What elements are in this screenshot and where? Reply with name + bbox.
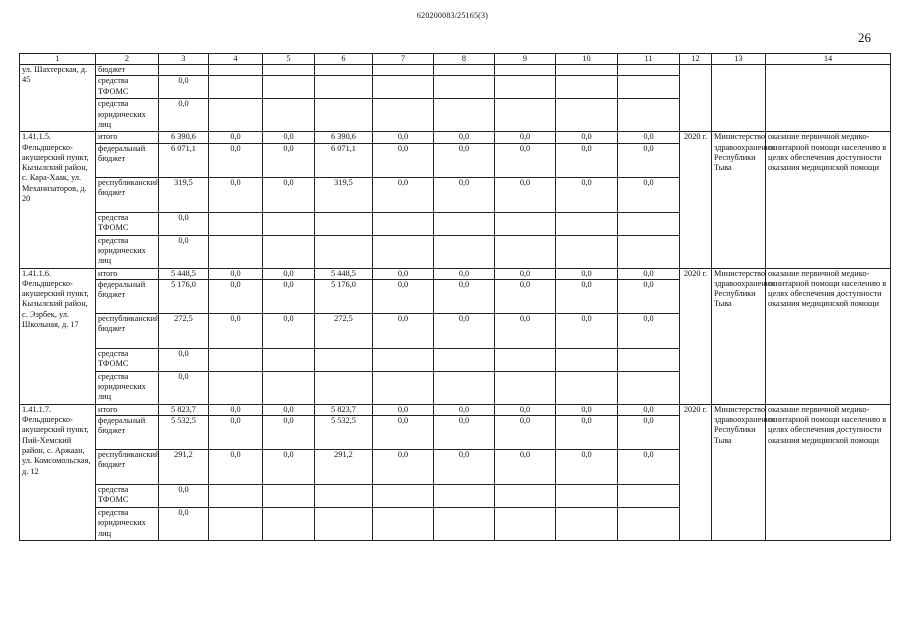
table-row [20,65,891,76]
object-name-cell: 1.41.1.7. Фельдшерско-акушерский пункт, Пий-Хемский район, с. Аржаан, ул. Комсомольская, д. 12 [20,404,96,540]
column-header: 7 [373,54,434,65]
column-header: 14 [766,54,891,65]
value-cell: 0,0 [159,485,209,508]
value-cell: 0,0 [373,313,434,348]
value-cell: 0,0 [495,404,556,415]
value-cell: 0,0 [263,143,315,177]
result-cell [766,65,891,132]
empty-cell [209,348,263,371]
value-cell: 0,0 [618,268,680,279]
value-cell: 272,5 [315,313,373,348]
value-cell: 0,0 [434,177,495,212]
value-cell: 272,5 [159,313,209,348]
empty-cell [556,371,618,404]
value-cell: 291,2 [159,450,209,485]
value-cell: 0,0 [495,268,556,279]
result-cell: оказание первичной медико-санитарной помощи населению в целях обеспечения доступности оказания медицинской помощи [766,404,891,540]
value-cell: 0,0 [263,132,315,143]
value-cell: 0,0 [495,279,556,313]
funding-source-cell: средства юридических лиц [96,371,159,404]
empty-cell [315,485,373,508]
empty-cell [209,212,263,235]
value-cell: 0,0 [618,177,680,212]
page-number: 26 [858,30,871,45]
empty-cell [434,371,495,404]
empty-cell [209,371,263,404]
value-cell: 0,0 [373,404,434,415]
column-header: 12 [680,54,712,65]
object-name-cell: ул. Шахтерская, д. 45 [20,65,96,132]
year-cell [680,65,712,132]
object-name-cell: 1.41.1.5. Фельдшерско-акушерский пункт, Кызылский район, с. Кара-Хаак, ул. Механизаторов, д. 20 [20,132,96,268]
column-header: 11 [618,54,680,65]
empty-cell [618,508,680,541]
funding-source-cell: средства ТФОМС [96,76,159,99]
empty-cell [209,235,263,268]
value-cell: 5 448,5 [315,268,373,279]
value-cell: 0,0 [618,143,680,177]
financing-table [19,53,891,541]
funding-source-cell: средства юридических лиц [96,99,159,132]
funding-source-cell: итого [96,268,159,279]
value-cell: 0,0 [434,143,495,177]
value-cell: 0,0 [618,132,680,143]
value-cell: 0,0 [434,279,495,313]
empty-cell [373,371,434,404]
column-header: 5 [263,54,315,65]
empty-cell [209,508,263,541]
funding-source-cell: итого [96,132,159,143]
value-cell: 0,0 [263,416,315,450]
funding-source-cell: средства ТФОМС [96,485,159,508]
empty-cell [263,508,315,541]
executor-cell: Министерство здравоохранения Республики Тыва [712,404,766,540]
funding-source-cell: республиканский бюджет [96,177,159,212]
value-cell: 0,0 [556,416,618,450]
value-cell: 0,0 [159,508,209,541]
empty-cell [373,348,434,371]
empty-cell [556,348,618,371]
empty-cell [618,371,680,404]
funding-source-cell: бюджет [96,65,159,76]
value-cell: 0,0 [373,132,434,143]
value-cell: 0,0 [434,416,495,450]
value-cell: 0,0 [263,279,315,313]
value-cell: 0,0 [209,416,263,450]
empty-cell [434,235,495,268]
value-cell: 5 448,5 [159,268,209,279]
empty-cell [434,212,495,235]
value-cell: 0,0 [495,143,556,177]
empty-cell [434,508,495,541]
value-cell: 0,0 [263,313,315,348]
value-cell: 0,0 [618,404,680,415]
empty-cell [263,348,315,371]
funding-source-cell: средства юридических лиц [96,235,159,268]
funding-source-cell: федеральный бюджет [96,143,159,177]
value-cell: 0,0 [556,279,618,313]
funding-source-cell: средства ТФОМС [96,348,159,371]
empty-cell [373,508,434,541]
value-cell: 0,0 [495,313,556,348]
empty-cell [373,485,434,508]
executor-cell [712,65,766,132]
value-cell: 0,0 [373,416,434,450]
empty-cell [495,212,556,235]
empty-cell [263,371,315,404]
empty-cell [495,235,556,268]
empty-cell [618,212,680,235]
empty-cell [263,212,315,235]
value-cell: 0,0 [556,132,618,143]
value-cell: 0,0 [434,268,495,279]
value-cell: 0,0 [556,143,618,177]
value-cell: 0,0 [159,371,209,404]
value-cell: 0,0 [495,450,556,485]
column-header: 9 [495,54,556,65]
value-cell: 0,0 [495,177,556,212]
column-header: 1 [20,54,96,65]
value-cell: 319,5 [159,177,209,212]
value-cell: 0,0 [556,404,618,415]
value-cell: 0,0 [263,177,315,212]
executor-cell: Министерство здравоохранения Республики Тыва [712,268,766,404]
column-header: 10 [556,54,618,65]
table-row [20,268,891,279]
column-header: 6 [315,54,373,65]
value-cell: 0,0 [618,416,680,450]
value-cell: 0,0 [209,132,263,143]
result-cell: оказание первичной медико-санитарной помощи населению в целях обеспечения доступности оказания медицинской помощи [766,132,891,268]
value-cell: 0,0 [263,268,315,279]
value-cell: 0,0 [263,404,315,415]
year-cell: 2020 г. [680,404,712,540]
empty-cell [315,371,373,404]
empty-cell [263,485,315,508]
value-cell: 0,0 [434,313,495,348]
funding-source-cell: итого [96,404,159,415]
executor-cell: Министерство здравоохранения Республики Тыва [712,132,766,268]
value-cell: 0,0 [618,450,680,485]
column-header: 8 [434,54,495,65]
year-cell: 2020 г. [680,268,712,404]
value-cell: 319,5 [315,177,373,212]
object-name-cell: 1.41.1.6. Фельдшерско-акушерский пункт, Кызылский район, с. Ээрбек, ул. Школьная, д. 17 [20,268,96,404]
value-cell: 0,0 [556,177,618,212]
funding-source-cell: федеральный бюджет [96,416,159,450]
empty-cell [263,235,315,268]
value-cell: 6 390,6 [159,132,209,143]
empty-cell [556,485,618,508]
empty-cell [495,371,556,404]
value-cell: 0,0 [159,76,209,99]
value-cell: 0,0 [434,132,495,143]
funding-source-cell: республиканский бюджет [96,313,159,348]
empty-cell [315,212,373,235]
year-cell: 2020 г. [680,132,712,268]
value-cell: 0,0 [209,279,263,313]
document-id: 620200083/25165(3) [416,11,489,20]
empty-cell [495,348,556,371]
funding-source-cell: федеральный бюджет [96,279,159,313]
empty-cell [373,235,434,268]
value-cell: 0,0 [618,313,680,348]
value-cell: 0,0 [209,268,263,279]
value-cell: 0,0 [434,450,495,485]
empty-cell [315,348,373,371]
value-cell: 5 176,0 [315,279,373,313]
value-cell: 0,0 [556,450,618,485]
value-cell: 0,0 [159,212,209,235]
value-cell: 0,0 [209,143,263,177]
empty-cell [618,485,680,508]
empty-cell [315,508,373,541]
funding-source-cell: республиканский бюджет [96,450,159,485]
column-header: 3 [159,54,209,65]
value-cell: 0,0 [209,177,263,212]
value-cell: 0,0 [209,313,263,348]
value-cell: 0,0 [209,450,263,485]
funding-source-cell: средства юридических лиц [96,508,159,541]
empty-cell [618,348,680,371]
empty-cell [315,235,373,268]
value-cell: 0,0 [373,143,434,177]
column-header: 2 [96,54,159,65]
empty-cell [209,485,263,508]
empty-cell [556,235,618,268]
empty-cell [434,348,495,371]
value-cell: 0,0 [209,404,263,415]
value-cell: 6 071,1 [315,143,373,177]
funding-source-cell: средства ТФОМС [96,212,159,235]
table-row [20,132,891,143]
empty-cell [495,508,556,541]
table-row [20,404,891,415]
value-cell: 0,0 [159,99,209,132]
value-cell: 6 071,1 [159,143,209,177]
column-header: 4 [209,54,263,65]
value-cell: 5 823,7 [315,404,373,415]
empty-cell [434,485,495,508]
value-cell: 5 532,5 [159,416,209,450]
value-cell: 0,0 [373,177,434,212]
value-cell: 0,0 [373,279,434,313]
value-cell: 0,0 [159,348,209,371]
value-cell: 6 390,6 [315,132,373,143]
empty-cell [556,212,618,235]
value-cell: 0,0 [373,268,434,279]
value-cell: 0,0 [159,235,209,268]
empty-cell [556,508,618,541]
value-cell: 0,0 [263,450,315,485]
column-header: 13 [712,54,766,65]
value-cell: 0,0 [618,279,680,313]
value-cell: 0,0 [373,450,434,485]
value-cell: 0,0 [434,404,495,415]
value-cell: 0,0 [556,268,618,279]
empty-cell [618,235,680,268]
value-cell: 5 176,0 [159,279,209,313]
value-cell: 5 823,7 [159,404,209,415]
empty-cell [495,485,556,508]
result-cell: оказание первичной медико-санитарной помощи населению в целях обеспечения доступности оказания медицинской помощи [766,268,891,404]
column-number-row [20,54,891,65]
empty-cell [373,212,434,235]
value-cell: 0,0 [495,416,556,450]
value-cell: 0,0 [556,313,618,348]
value-cell: 291,2 [315,450,373,485]
value-cell: 5 532,5 [315,416,373,450]
value-cell: 0,0 [495,132,556,143]
